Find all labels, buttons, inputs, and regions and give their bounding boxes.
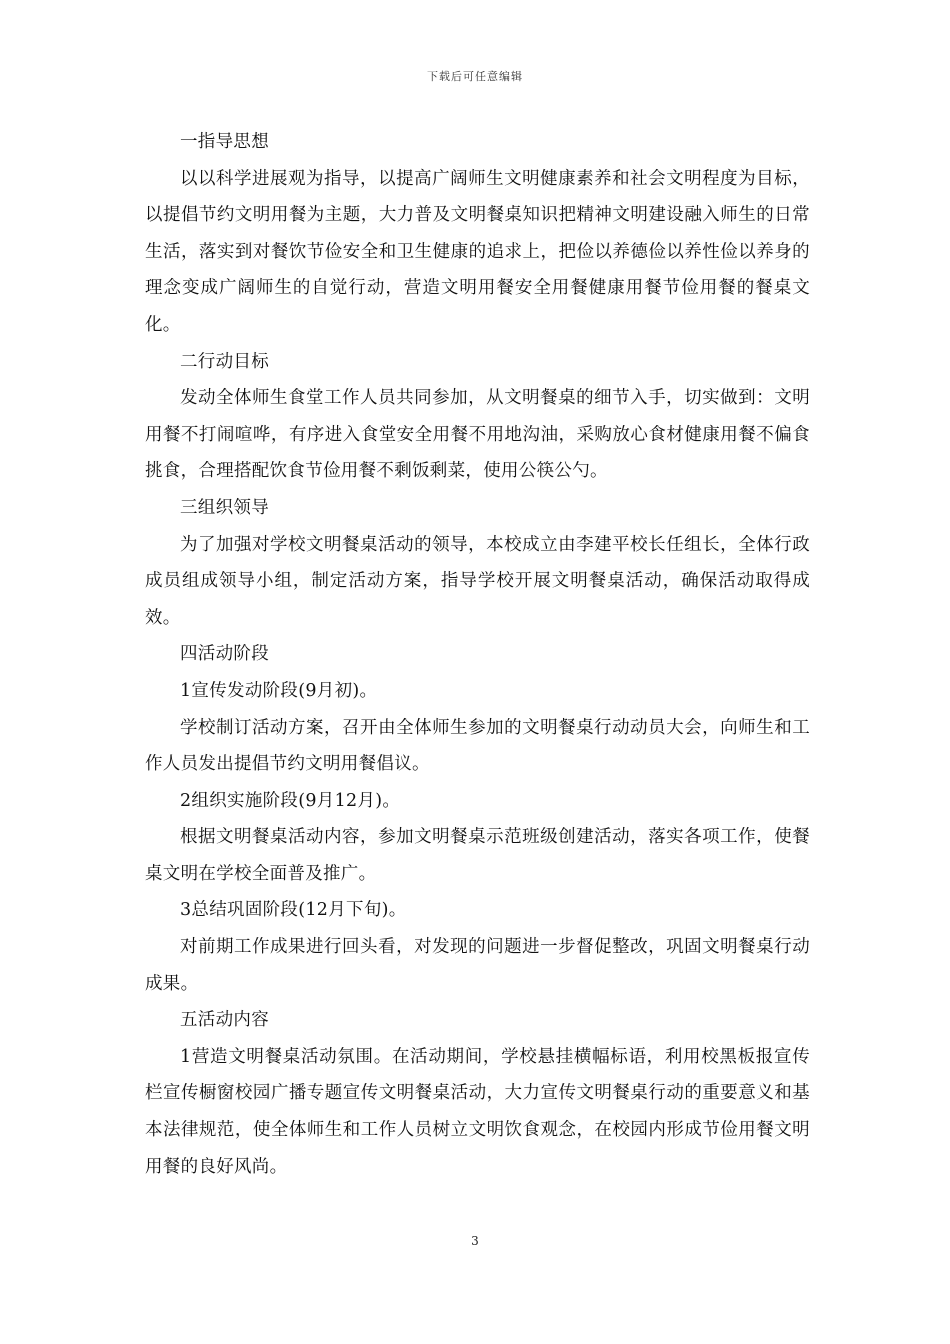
paragraph: 根据文明餐桌活动内容，参加文明餐桌示范班级创建活动，落实各项工作，使餐桌文明在学校全面普及推广。 [145, 827, 810, 884]
section-heading: 五活动内容 [180, 1010, 269, 1031]
page-number: 3 [471, 1234, 479, 1248]
sub-heading: 1宣传发动阶段(9月初)。 [180, 680, 378, 701]
paragraph: 为了加强对学校文明餐桌活动的领导，本校成立由李建平校长任组长，全体行政成员组成领导小组，制定活动方案，指导学校开展文明餐桌活动，确保活动取得成效。 [145, 534, 810, 628]
header-note: 下载后可任意编辑 [427, 70, 523, 83]
paragraph: 以以科学进展观为指导，以提高广阔师生文明健康素养和社会文明程度为目标，以提倡节约文明用餐为主题，大力普及文明餐桌知识把精神文明建设融入师生的日常生活，落实到对餐饮节俭安全和卫生健康的追求上，把俭以养德俭以养性俭以养身的理念变成广阔师生的自觉行动，营造文明用餐安全用餐健康用餐节俭用餐的餐桌文化。 [145, 168, 810, 335]
section-heading: 二行动目标 [180, 351, 269, 372]
section-heading: 四活动阶段 [180, 644, 269, 665]
paragraph: 发动全体师生食堂工作人员共同参加，从文明餐桌的细节入手，切实做到：文明用餐不打闹喧哗，有序进入食堂安全用餐不用地沟油，采购放心食材健康用餐不偏食挑食，合理搭配饮食节俭用餐不剩饭剩菜，使用公筷公勺。 [145, 388, 810, 482]
paragraph: 对前期工作成果进行回头看，对发现的问题进一步督促整改，巩固文明餐桌行动成果。 [145, 937, 810, 994]
section-heading: 一指导思想 [180, 132, 269, 152]
sub-heading: 2组织实施阶段(9月12月)。 [180, 790, 401, 811]
sub-heading: 3总结巩固阶段(12月下旬)。 [180, 900, 407, 921]
paragraph: 1营造文明餐桌活动氛围。在活动期间，学校悬挂横幅标语，利用校黑板报宣传栏宣传橱窗校园广播专题宣传文明餐桌活动，大力宣传文明餐桌行动的重要意义和基本法律规范，使全体师生和工作人员树立文明饮食观念，在校园内形成节俭用餐文明用餐的良好风尚。 [145, 1046, 810, 1177]
document-body [145, 124, 810, 1185]
section-heading: 三组织领导 [180, 497, 269, 518]
paragraph: 学校制订活动方案，召开由全体师生参加的文明餐桌行动动员大会，向师生和工作人员发出提倡节约文明用餐倡议。 [145, 717, 810, 775]
